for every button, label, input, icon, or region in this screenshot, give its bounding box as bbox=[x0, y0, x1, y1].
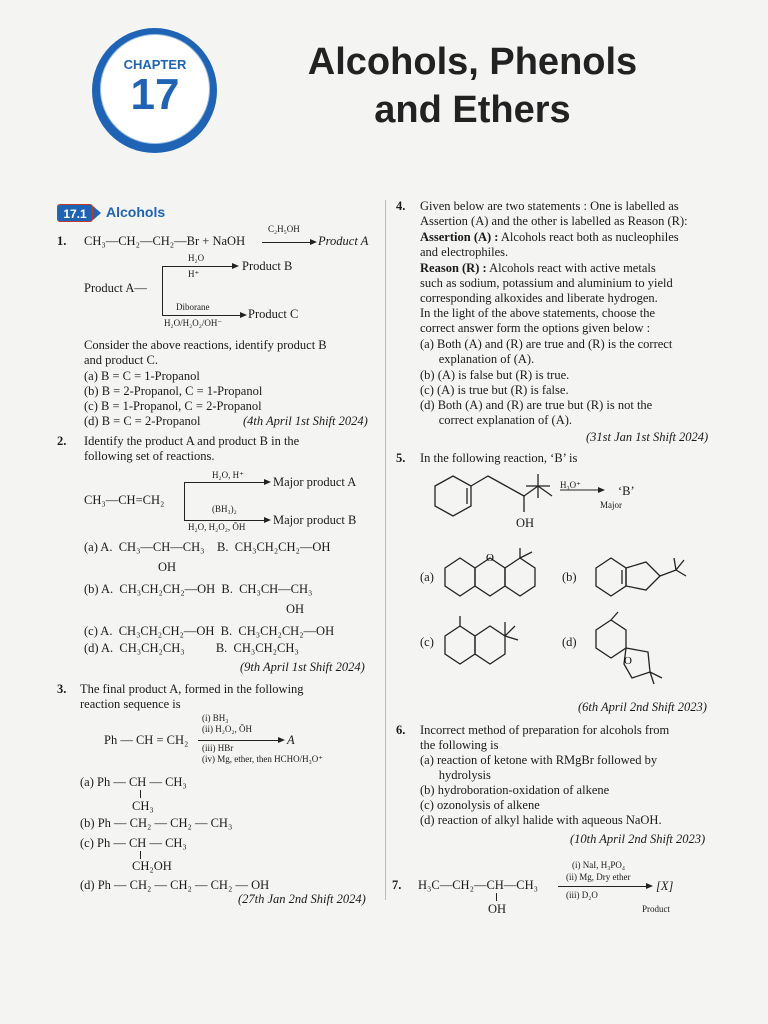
q1-arrow-c-head bbox=[240, 312, 247, 318]
chapter-number: 17 bbox=[130, 70, 180, 119]
chapter-badge bbox=[100, 34, 210, 144]
q2-arrow-2-head bbox=[264, 517, 271, 523]
q1-reagent-c-bottom: H₂O/H₂O₂/OH⁻ bbox=[164, 318, 223, 328]
q1-product-b: Product B bbox=[242, 259, 293, 273]
q2-option-a[interactable]: (a) A. CH₃—CH—CH₃ B. CH₃CH₂CH₂—OH bbox=[84, 540, 331, 554]
q1-arrow-b bbox=[162, 266, 232, 267]
q3-step-3: (iii) HBr bbox=[202, 743, 234, 753]
q4-assertion-label: Assertion (A) : bbox=[420, 230, 499, 244]
q2-branch-line bbox=[184, 482, 185, 520]
q6-option-c[interactable]: (c) ozonolysis of alkene bbox=[420, 798, 540, 812]
q2-option-d[interactable]: (d) A. CH₃CH₂CH₃ B. CH₃CH₂CH₃ bbox=[84, 641, 299, 655]
q7-step-2: (ii) Mg, Dry ether bbox=[566, 872, 631, 882]
chapter-title bbox=[290, 38, 655, 134]
q2-product-2: Major product B bbox=[273, 513, 357, 527]
q7-arrow-head bbox=[646, 883, 653, 889]
q3-step-4: (iv) Mg, ether, then HCHO/H₃O⁺ bbox=[202, 754, 324, 764]
q2-option-b-oh: OH bbox=[286, 602, 305, 616]
title-line-1: Alcohols, Phenols bbox=[307, 41, 638, 83]
q7-step-1: (i) NaI, H₃PO₄ bbox=[572, 860, 626, 870]
q1-stem-2: and product C. bbox=[84, 353, 158, 367]
q4-reason bbox=[420, 261, 656, 276]
q1-reagent-c-top: Diborane bbox=[176, 302, 210, 312]
q3-option-d[interactable]: (d) Ph — CH₂ — CH₂ — CH₂ — OH bbox=[80, 878, 270, 892]
q6-stem-1: Incorrect method of preparation for alcohols from bbox=[420, 723, 670, 737]
q1-reagent-b-top: H₂O bbox=[188, 253, 205, 263]
q5-option-a-label[interactable]: (a) bbox=[420, 570, 434, 584]
q4-reason-text: Alcohols react with active metals bbox=[486, 261, 656, 275]
q2-option-a-oh: OH bbox=[158, 560, 177, 574]
q5-option-a-oxygen: O bbox=[486, 552, 494, 564]
q5-option-b-structure[interactable] bbox=[588, 548, 698, 608]
q3-option-c-sub: CH₂OH bbox=[132, 859, 172, 873]
q3-arrow bbox=[198, 740, 278, 741]
q1-branch-line bbox=[162, 266, 163, 316]
section-arrow-icon bbox=[93, 206, 101, 220]
q5-source: (6th April 2nd Shift 2023) bbox=[578, 700, 707, 714]
column-divider bbox=[385, 200, 386, 900]
q1-arrow bbox=[262, 242, 310, 243]
q5-product-sub: Major bbox=[600, 500, 622, 510]
q5-option-d-structure[interactable] bbox=[588, 612, 698, 692]
q1-product-c: Product C bbox=[248, 307, 299, 321]
q5-option-d-label[interactable]: (d) bbox=[562, 635, 577, 649]
q1-product-a: Product A bbox=[318, 234, 369, 248]
q3-option-a-sub: CH₃ bbox=[132, 799, 154, 813]
q4-option-a-cont: explanation of (A). bbox=[420, 352, 535, 366]
q6-option-a[interactable]: (a) reaction of ketone with RMgBr followed by bbox=[420, 753, 658, 767]
q5-option-c-structure[interactable] bbox=[440, 614, 550, 674]
q2-reagent-1: H₂O, H⁺ bbox=[212, 470, 244, 480]
q3-option-b[interactable]: (b) Ph — CH₂ — CH₂ — CH₃ bbox=[80, 816, 233, 830]
q3-stem-2: reaction sequence is bbox=[80, 697, 181, 711]
q1-arrow-c bbox=[162, 315, 240, 316]
q2-option-c[interactable]: (c) A. CH₃CH₂CH₂—OH B. CH₃CH₂CH₂—OH bbox=[84, 624, 335, 638]
q1-source: (4th April 1st Shift 2024) bbox=[243, 414, 368, 428]
q1-option-d[interactable]: (d) B = C = 2-Propanol bbox=[84, 414, 201, 428]
q1-option-b[interactable]: (b) B = 2-Propanol, C = 1-Propanol bbox=[84, 384, 263, 398]
q5-reactant-oh: OH bbox=[516, 516, 535, 530]
q5-option-a-structure[interactable] bbox=[440, 548, 550, 608]
q3-number: 3. bbox=[57, 682, 67, 696]
q3-step-2: (ii) H₂O₂, ŌH bbox=[202, 724, 253, 734]
section-badge: 17.1 bbox=[57, 204, 93, 222]
q7-product: [X] bbox=[656, 879, 674, 893]
q5-number: 5. bbox=[396, 451, 406, 465]
q4-assertion bbox=[420, 230, 679, 245]
q6-number: 6. bbox=[396, 723, 406, 737]
q2-stem-2: following set of reactions. bbox=[84, 449, 215, 463]
q4-line-1: Given below are two statements : One is labelled as bbox=[420, 199, 679, 213]
q3-arrow-head bbox=[278, 737, 285, 743]
q1-branch-source: Product A— bbox=[84, 281, 147, 295]
q4-reason-line-2: corresponding alkoxides and liberate hydrogen. bbox=[420, 291, 658, 305]
q5-option-d-oxygen: O bbox=[624, 655, 632, 667]
q4-option-d[interactable]: (d) Both (A) and (R) are true but (R) is not the bbox=[420, 398, 653, 412]
q4-reason-line-4: correct answer form the options given below : bbox=[420, 321, 651, 335]
q3-reactant: Ph — CH = CH₂ bbox=[104, 733, 189, 747]
q7-step-3: (iii) D₂O bbox=[566, 890, 598, 900]
q7-reactant: H₃C—CH₂—CH—CH₃ bbox=[418, 878, 539, 892]
q3-option-a[interactable]: (a) Ph — CH — CH₃ bbox=[80, 775, 187, 789]
q4-option-a[interactable]: (a) Both (A) and (R) are true and (R) is the correct bbox=[420, 337, 673, 351]
q2-reagent-2-bottom: H₂O, H₂O₂, ŌH bbox=[188, 522, 246, 532]
q2-arrow-2 bbox=[184, 520, 264, 521]
q2-arrow-1 bbox=[184, 482, 264, 483]
q3-product: A bbox=[287, 733, 295, 747]
q2-reagent-2-top: (BH₃)₂ bbox=[212, 504, 237, 514]
q2-option-b[interactable]: (b) A. CH₃CH₂CH₂—OH B. CH₃CH—CH₃ bbox=[84, 582, 313, 596]
q6-option-a-cont: hydrolysis bbox=[420, 768, 491, 782]
q5-option-c-label[interactable]: (c) bbox=[420, 635, 434, 649]
q3-stem-1: The final product A, formed in the following bbox=[80, 682, 304, 696]
q1-reaction: CH₃—CH₂—CH₂—Br + NaOH bbox=[84, 234, 246, 248]
q4-option-c[interactable]: (c) (A) is true but (R) is false. bbox=[420, 383, 569, 397]
q3-option-c-bond bbox=[140, 851, 141, 859]
q1-reagent-b-bottom: H⁺ bbox=[188, 269, 200, 279]
q7-bond bbox=[496, 893, 497, 901]
q1-reagent: C₂H₅OH bbox=[268, 224, 300, 234]
q4-option-d-cont: correct explanation of (A). bbox=[420, 413, 573, 427]
q3-option-a-bond bbox=[140, 790, 141, 798]
q4-reason-line-1: such as sodium, potassium and aluminium to yield bbox=[420, 276, 673, 290]
q6-option-d[interactable]: (d) reaction of alkyl halide with aqueous NaOH. bbox=[420, 813, 662, 827]
q1-option-c[interactable]: (c) B = 1-Propanol, C = 2-Propanol bbox=[84, 399, 262, 413]
q5-stem: In the following reaction, ‘B’ is bbox=[420, 451, 578, 465]
q5-product: ‘B’ bbox=[618, 484, 635, 498]
q2-product-1: Major product A bbox=[273, 475, 357, 489]
q3-source: (27th Jan 2nd Shift 2024) bbox=[238, 892, 366, 906]
q2-arrow-1-head bbox=[264, 479, 271, 485]
q4-assertion-text: Alcohols react both as nucleophiles bbox=[498, 230, 679, 244]
chapter-label: CHAPTER bbox=[123, 57, 187, 72]
q4-reason-label: Reason (R) : bbox=[420, 261, 487, 275]
q4-source: (31st Jan 1st Shift 2024) bbox=[586, 430, 709, 444]
q1-stem-1: Consider the above reactions, identify product B bbox=[84, 338, 327, 352]
q7-oh: OH bbox=[488, 902, 507, 916]
q2-source: (9th April 1st Shift 2024) bbox=[240, 660, 365, 674]
section-title: Alcohols bbox=[106, 204, 166, 220]
q5-reactant-structure bbox=[420, 468, 730, 538]
q6-stem-2: the following is bbox=[420, 738, 499, 752]
q7-arrow bbox=[558, 886, 646, 887]
q2-number: 2. bbox=[57, 434, 67, 448]
q1-number: 1. bbox=[57, 234, 67, 248]
q4-line-2: Assertion (A) and the other is labelled as Reason (R): bbox=[420, 214, 688, 228]
q3-step-1: (i) BH₃ bbox=[202, 713, 229, 723]
q5-reagent: H₃O⁺ bbox=[560, 480, 581, 490]
q4-option-b[interactable]: (b) (A) is false but (R) is true. bbox=[420, 368, 570, 382]
q4-number: 4. bbox=[396, 199, 406, 213]
q2-reactant: CH₃—CH=CH₂ bbox=[84, 493, 165, 507]
q7-number: 7. bbox=[392, 878, 402, 892]
q4-assertion-2: and electrophiles. bbox=[420, 245, 509, 259]
q1-arrow-b-head bbox=[232, 263, 239, 269]
q4-reason-line-3: In the light of the above statements, choose the bbox=[420, 306, 656, 320]
q6-option-b[interactable]: (b) hydroboration-oxidation of alkene bbox=[420, 783, 610, 797]
q5-option-b-label[interactable]: (b) bbox=[562, 570, 577, 584]
q1-option-a[interactable]: (a) B = C = 1-Propanol bbox=[84, 369, 200, 383]
q6-source: (10th April 2nd Shift 2023) bbox=[570, 832, 706, 846]
q1-arrow-head bbox=[310, 239, 317, 245]
q7-product-sub: Product bbox=[642, 904, 670, 914]
q3-option-c[interactable]: (c) Ph — CH — CH₃ bbox=[80, 836, 187, 850]
q2-stem-1: Identify the product A and product B in the bbox=[84, 434, 300, 448]
title-line-2: and Ethers bbox=[374, 89, 571, 131]
